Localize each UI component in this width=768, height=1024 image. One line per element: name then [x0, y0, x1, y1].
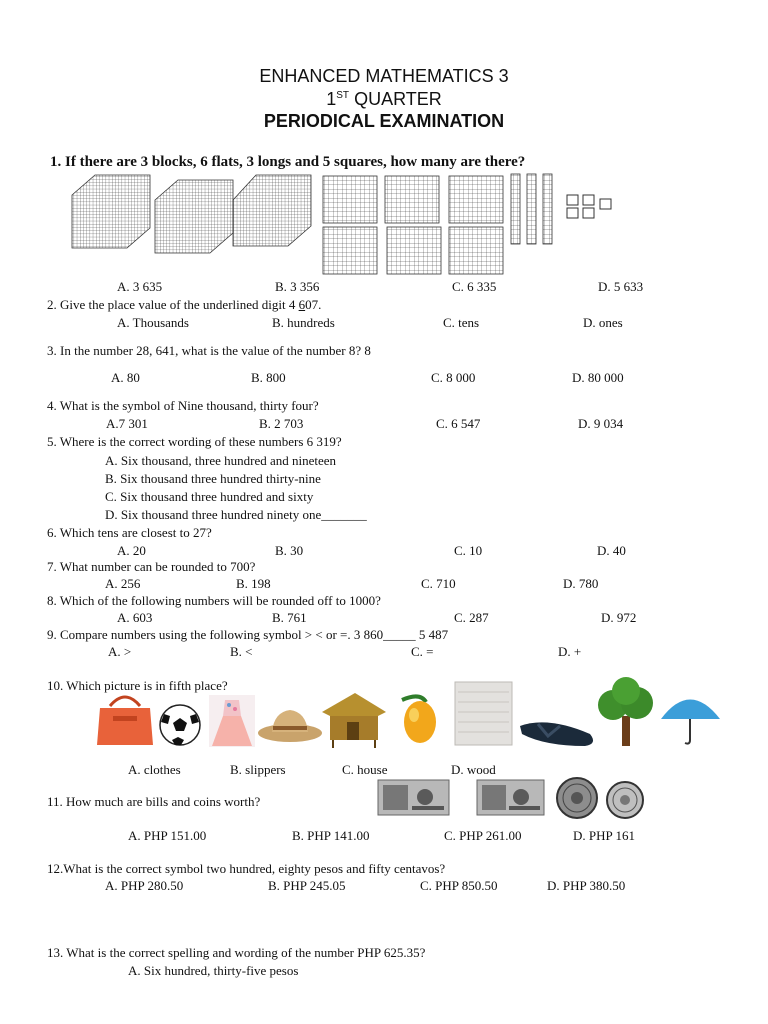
quarter-number: 1 — [326, 89, 337, 109]
q12-choice-c: C. PHP 850.50 — [420, 878, 498, 893]
question-13: 13. What is the correct spelling and wording of the number PHP 625.35? — [47, 945, 426, 960]
q12-choice-b: B. PHP 245.05 — [268, 878, 346, 893]
q4-choice-d: D. 9 034 — [578, 416, 624, 431]
question-5: 5. Where is the correct wording of these numbers 6 319? — [47, 434, 342, 449]
question-2-text: 2. Give the place value of the underlined digit 4 — [47, 297, 299, 312]
q5-choice-d: D. Six thousand three hundred ninety one_______ — [105, 507, 367, 522]
q5-choice-a: A. Six thousand, three hundred and nineteen — [105, 453, 337, 468]
banknote-icon — [477, 780, 544, 815]
q9-choice-a: A. > — [108, 644, 132, 659]
q9-choice-b: B. < — [230, 644, 253, 659]
q1-choice-b: B. 3 356 — [275, 279, 320, 294]
q10-choice-b: B. slippers — [230, 762, 286, 777]
question-4: 4. What is the symbol of Nine thousand, thirty four? — [47, 398, 319, 413]
coin-icon — [607, 782, 643, 818]
q2-choice-c: C. tens — [443, 315, 480, 330]
q7-choice-a: A. 256 — [105, 576, 141, 591]
q6-choice-d: D. 40 — [597, 543, 626, 558]
q8-choice-d: D. 972 — [601, 610, 637, 625]
question-8: 8. Which of the following numbers will be rounded off to 1000? — [47, 593, 381, 608]
question-11: 11. How much are bills and coins worth? — [47, 794, 261, 809]
q1-choice-c: C. 6 335 — [452, 279, 497, 294]
exam-title: PERIODICAL EXAMINATION — [263, 111, 505, 131]
q9-choice-c: C. = — [411, 644, 434, 659]
q6-choice-a: A. 20 — [117, 543, 146, 558]
q12-choice-a: A. PHP 280.50 — [105, 878, 184, 893]
q2-choice-d: D. ones — [583, 315, 623, 330]
q2-choice-a: A. Thousands — [117, 315, 189, 330]
q10-choice-a: A. clothes — [128, 762, 181, 777]
q1-choice-a: A. 3 635 — [117, 279, 163, 294]
q10-choice-d: D. wood — [451, 762, 496, 777]
coin-icon — [557, 778, 597, 818]
q5-choice-c: C. Six thousand three hundred and sixty — [105, 489, 314, 504]
q1-choice-d: D. 5 633 — [598, 279, 644, 294]
q11-choice-b: B. PHP 141.00 — [292, 828, 370, 843]
question-10: 10. Which picture is in fifth place? — [47, 678, 228, 693]
q11-choice-a: A. PHP 151.00 — [128, 828, 207, 843]
q8-choice-a: A. 603 — [117, 610, 153, 625]
question-9: 9. Compare numbers using the following symbol > < or =. 3 860_____ 5 487 — [47, 627, 449, 642]
question-3: 3. In the number 28, 641, what is the value of the number 8? 8 — [47, 343, 371, 358]
quarter-word: QUARTER — [354, 89, 442, 109]
q3-choice-b: B. 800 — [251, 370, 286, 385]
q3-choice-a: A. 80 — [111, 370, 140, 385]
q5-choice-b: B. Six thousand three hundred thirty-nine — [105, 471, 321, 486]
q13-choice-a: A. Six hundred, thirty-five pesos — [128, 963, 299, 978]
question-7: 7. What number can be rounded to 700? — [47, 559, 256, 574]
q11-choice-c: C. PHP 261.00 — [444, 828, 522, 843]
q4-choice-a: A.7 301 — [106, 416, 148, 431]
q6-choice-c: C. 10 — [454, 543, 483, 558]
q3-choice-d: D. 80 000 — [572, 370, 624, 385]
q4-choice-c: C. 6 547 — [436, 416, 481, 431]
q7-choice-d: D. 780 — [563, 576, 599, 591]
q8-choice-b: B. 761 — [272, 610, 307, 625]
exam-subject-title: ENHANCED MATHEMATICS 3 — [259, 66, 509, 86]
q10-choice-c: C. house — [342, 762, 388, 777]
question-2-tail: 07. — [305, 297, 322, 312]
q8-choice-c: C. 287 — [454, 610, 489, 625]
q2-choice-b: B. hundreds — [272, 315, 335, 330]
q9-choice-d: D. + — [558, 644, 582, 659]
q12-choice-d: D. PHP 380.50 — [547, 878, 626, 893]
q7-choice-b: B. 198 — [236, 576, 271, 591]
question-6: 6. Which tens are closest to 27? — [47, 525, 212, 540]
q11-choice-d: D. PHP 161 — [573, 828, 636, 843]
q6-choice-b: B. 30 — [275, 543, 304, 558]
q4-choice-b: B. 2 703 — [259, 416, 304, 431]
q3-choice-c: C. 8 000 — [431, 370, 476, 385]
q7-choice-c: C. 710 — [421, 576, 456, 591]
question-1: 1. If there are 3 blocks, 6 flats, 3 longs and 5 squares, how many are there? — [50, 154, 526, 170]
question-12: 12.What is the correct symbol two hundred, eighty pesos and fifty centavos? — [47, 861, 446, 876]
underlined-digit: 6 — [298, 297, 306, 312]
banknote-icon — [378, 780, 449, 815]
quarter-suffix: ST — [336, 90, 350, 101]
